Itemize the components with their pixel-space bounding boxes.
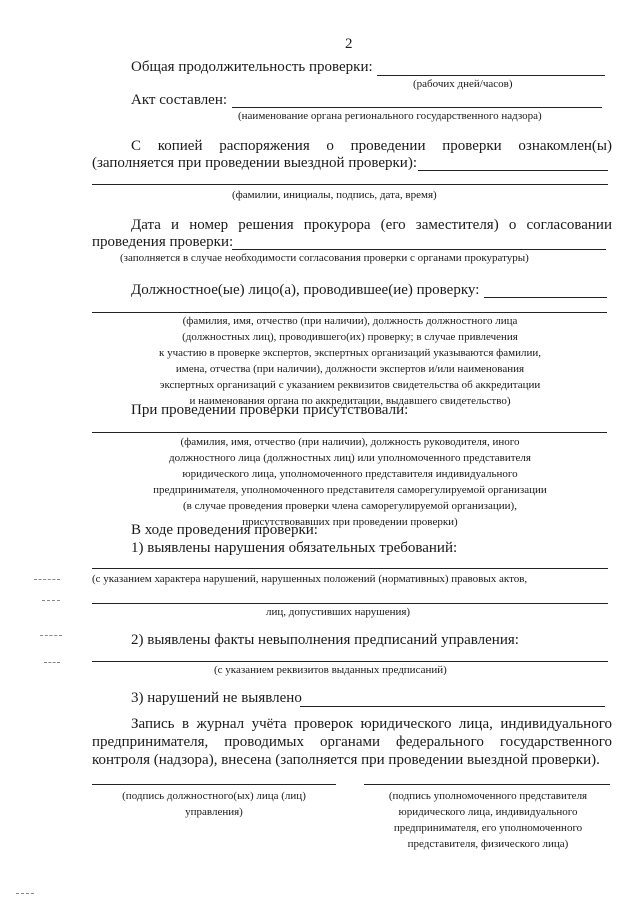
duration-label: Общая продолжительность проверки:: [131, 59, 373, 75]
signature-left-hint: (подпись должностного(ых) лица (лиц) управления): [122, 790, 306, 818]
prosecutor-line2: проведения проверки:: [92, 234, 234, 250]
prosecutor-line1: Дата и номер решения прокурора (его заместителя) о согласовании: [131, 217, 612, 233]
present-label: При проведении проверки присутствовали:: [131, 402, 409, 418]
copy-order-hint: (фамилии, инициалы, подпись, дата, время): [232, 189, 437, 201]
scan-mark: [40, 635, 62, 636]
act-label: Акт составлен:: [131, 92, 228, 108]
findings-item1-line2: [92, 603, 608, 604]
journal-line1: Запись в журнал учёта проверок юридического лица, индивидуального: [131, 716, 612, 732]
present-hint: (фамилия, имя, отчество (при наличии), должность руководителя, иного должностного лица (должностных лиц) или уполномоченного представителя юридического лица, уполномоченного представителя индивидуального предпринимателя, уполномоченного представителя саморегулируемой организации (в случае проведения проверки члена саморегулируемой организации), присутствовавших при проведении проверки): [153, 436, 547, 528]
officials-field-line1: [484, 297, 607, 298]
copy-order-field-line1: [418, 170, 608, 171]
findings-item2: 2) выявлены факты невыполнения предписаний управления:: [131, 632, 519, 648]
prosecutor-field-line: [232, 249, 606, 250]
duration-field-line: [377, 75, 605, 76]
copy-order-field-line2: [92, 184, 608, 185]
findings-item1-line1: [92, 568, 608, 569]
signature-left-line: [92, 784, 336, 785]
findings-item1-hint2: лиц, допустивших нарушения): [266, 606, 411, 618]
findings-item3-line: [300, 706, 605, 707]
signature-right-line: [364, 784, 610, 785]
findings-intro: В ходе проведения проверки:: [131, 522, 318, 538]
signature-right-hint: (подпись уполномоченного представителя юридического лица, индивидуального предпринимателя, его уполномоченного представителя, физического лица): [388, 790, 588, 850]
findings-item3: 3) нарушений не выявлено: [131, 690, 302, 706]
prosecutor-hint: (заполняется в случае необходимости согласования проверки с органами прокуратуры): [120, 252, 529, 264]
copy-order-line1: С копией распоряжения о проведении проверки ознакомлен(ы): [131, 138, 612, 154]
page-number: 2: [345, 36, 353, 52]
journal-line3: контроля (надзора), внесена (заполняется при проведении выездной проверки).: [92, 752, 600, 768]
duration-hint: (рабочих дней/часов): [413, 78, 513, 90]
scan-mark: [16, 893, 34, 894]
scan-mark: [44, 662, 60, 663]
scan-mark: [34, 579, 60, 580]
findings-item2-hint: (с указанием реквизитов выданных предписаний): [214, 664, 447, 676]
officials-label: Должностное(ые) лицо(а), проводившее(ие) проверку:: [131, 282, 480, 298]
findings-item2-line: [92, 661, 608, 662]
act-hint: (наименование органа регионального государственного надзора): [238, 110, 542, 122]
journal-line2: предпринимателя, проводимых органами федерального государственного: [92, 734, 612, 750]
scan-mark: [42, 600, 60, 601]
findings-item1: 1) выявлены нарушения обязательных требований:: [131, 540, 458, 556]
findings-item1-hint1: (с указанием характера нарушений, нарушенных положений (нормативных) правовых актов,: [92, 573, 528, 585]
copy-order-line2: (заполняется при проведении выездной проверки):: [92, 155, 417, 171]
act-field-line: [232, 107, 602, 108]
officials-hint: (фамилия, имя, отчество (при наличии), должность должностного лица (должностных лиц), проводившего(их) проверку; в случае привлечения к участию в проверке экспертов, экспертных организаций указываются фамилии, имена, отчества (при наличии), должности экспертов и/или наименования экспертных организаций с указанием реквизитов свидетельства об аккредитации и наименования органа по аккредитации, выдавшего свидетельство): [159, 315, 541, 407]
present-field-line: [92, 432, 607, 433]
